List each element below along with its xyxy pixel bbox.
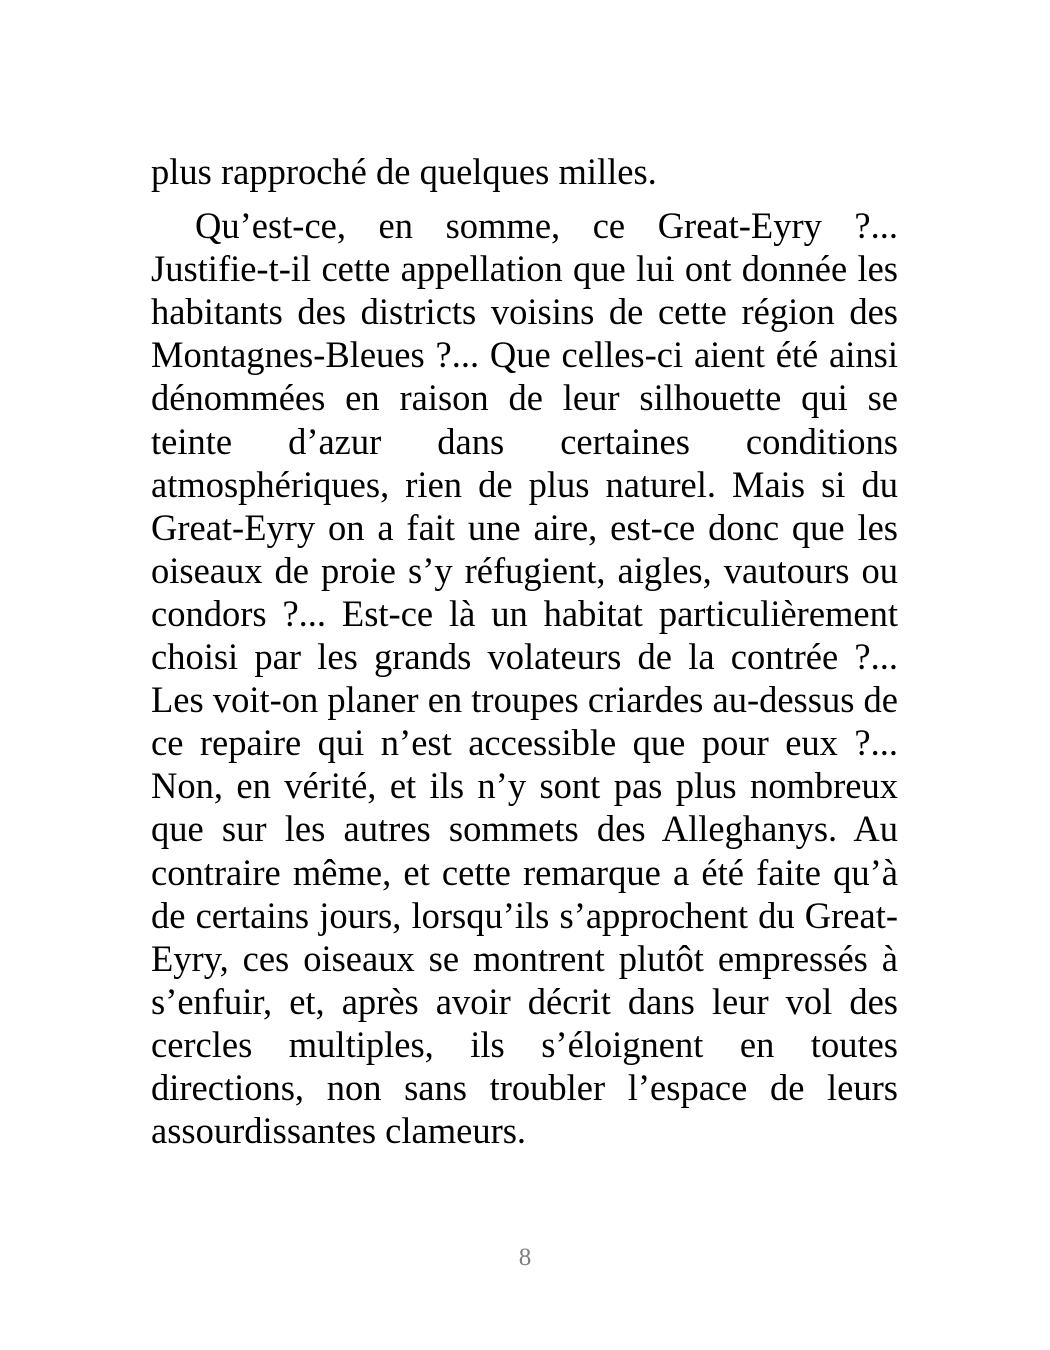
paragraph-great-eyry: Qu’est-ce, en somme, ce Great-Eyry ?... Justifie-t-il cette appellation que lui ont donnée les habitants des districts voisins de cette région des Montagnes-Bleues ?... Que celles-ci aient été ainsi dénommées en raison de leur silhouette qui se teinte d’azur dans certaines conditions atmosphériques, rien de plus naturel. Mais si du Great-Eyry on a fait une aire, est-ce donc que les oiseaux de proie s’y réfugient, aigles, vautours ou condors ?... Est-ce là un habitat particulièrement choisi par les grands volateurs de la contrée ?... Les voit-on planer en troupes criardes au-dessus de ce repaire qui n’est accessible que pour eux ?... Non, en vérité, et ils n’y sont pas plus nombreux que sur les autres sommets des Alleghanys. Au contraire même, et cette remarque a été faite qu’à de certains jours, lorsqu’ils s’approchent du Great-Eyry, ces oiseaux se montrent plutôt empressés à s’enfuir, et, après avoir décrit dans leur vol des cercles multiples, ils s’éloignent en toutes directions, non sans troubler l’espace de leurs assourdissantes clameurs. xyxy=(151,205,898,1152)
body-text xyxy=(151,150,898,1152)
paragraph-continued: plus rapproché de quelques milles. xyxy=(151,151,657,192)
page-number: 8 xyxy=(518,1244,532,1271)
